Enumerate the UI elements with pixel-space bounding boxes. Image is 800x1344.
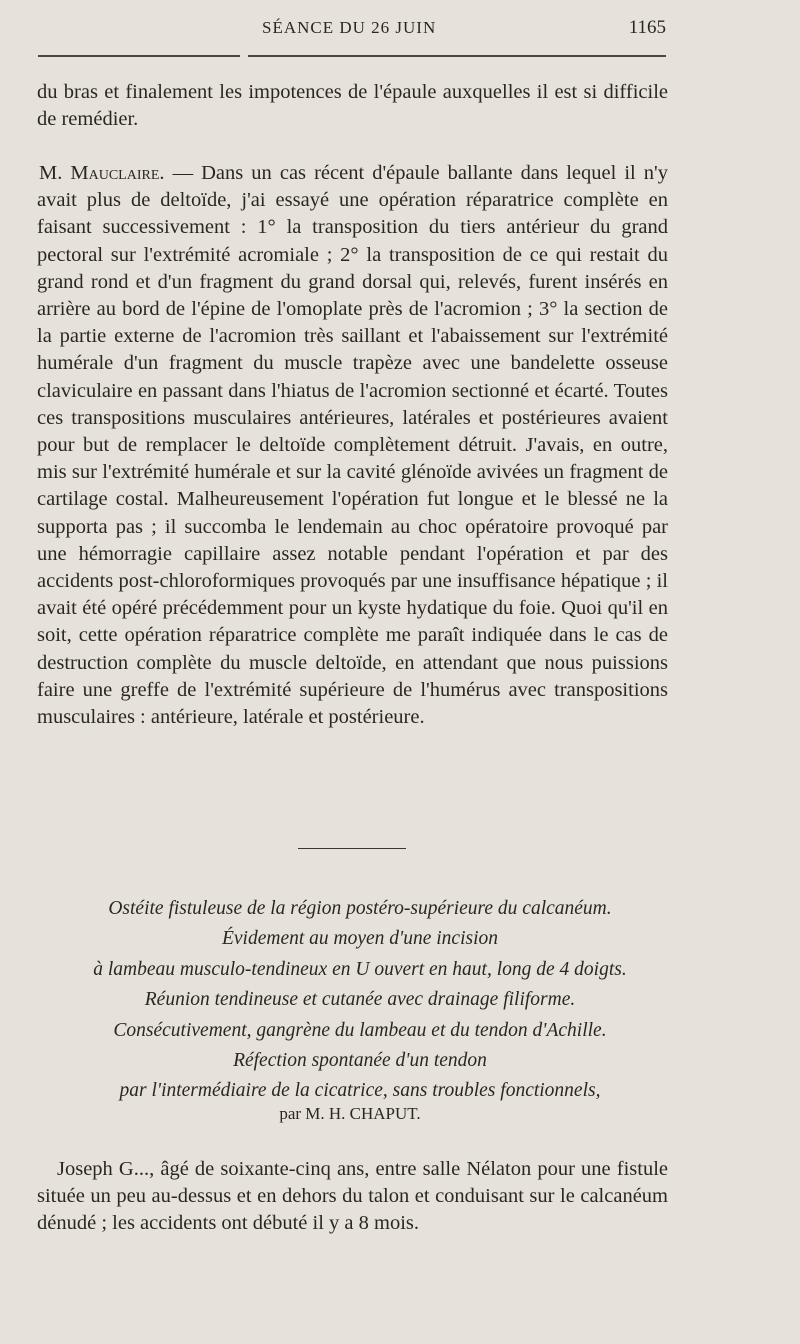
header-rule: [38, 55, 240, 57]
running-head: [0, 14, 800, 44]
section-separator: [298, 848, 406, 849]
title-line: à lambeau musculo-tendineux en U ouvert en haut, long de 4 doigts.: [93, 958, 627, 980]
running-title: SÉANCE DU 26 JUIN: [262, 18, 437, 37]
title-line: Ostéite fistuleuse de la région postéro-supérieure du calcanéum.: [108, 898, 612, 919]
article-title: [20, 894, 700, 1107]
paragraph-mauclaire: [37, 160, 668, 731]
title-line: par l'intermédiaire de la cicatrice, sans troubles fonctionnels,: [119, 1080, 601, 1102]
paragraph-case: Joseph G..., âgé de soixante-cinq ans, entre salle Nélaton pour une fistule située un peu au-dessus et en dehors du talon et conduisant sur le calcanéum dénudé ; les accidents ont débuté il y a 8 mois.: [37, 1158, 668, 1235]
title-line: Réunion tendineuse et cutanée avec drainage filiforme.: [144, 989, 576, 1011]
paragraph-continuation: du bras et finalement les impotences de l'épaule auxquelles il est si difficile de remédier.: [37, 81, 668, 131]
header-rule: [248, 55, 666, 57]
author-byline: par M. H. CHAPUT.: [279, 1104, 421, 1123]
page-number: 1165: [628, 17, 666, 38]
title-line: Consécutivement, gangrène du lambeau et du tendon d'Achille.: [113, 1019, 607, 1041]
speaker-name: M. Mauclaire.: [39, 162, 165, 184]
paragraph-text: — Dans un cas récent d'épaule ballante dans lequel il n'y avait plus de deltoïde, j'ai essayé une opération réparatrice complète en faisant successivement : 1° la transposition du tiers antérieur du grand pectoral sur l'extrémité acromiale ; 2° la transposition de ce qui restait du grand rond et d'un fragment du grand dorsal qui, relevés, furent insérés en arrière au bord de l'épine de l'omoplate près de l'acromion ; 3° la section de la partie externe de l'acromion très saillant et l'abaissement sur l'extrémité humérale d'un fragment du muscle trapèze avec une bandelette osseuse claviculaire en passant dans l'hiatus de l'acromion sectionné et écarté. Toutes ces transpositions musculaires antérieures, latérales et postérieures avaient pour but de remplacer le deltoïde complètement détruit. J'avais, en outre, mis sur l'extrémité humérale et sur la cavité glénoïde avivées un fragment de cartilage costal. Malheureusement l'opération fut longue et le blessé ne la supporta pas ; il succomba le lendemain au choc opératoire provoqué par une hémorragie capillaire assez notable pendant l'opération et par des accidents post-chloroformiques provoqués par une insuffisance hépatique ; il avait été opéré précédemment pour un kyste hydatique du foie. Quoi qu'il en soit, cette opération réparatrice complète me paraît indiquée dans le cas de destruction complète du muscle deltoïde, en attendant que nous puissions faire une greffe de l'extrémité supérieure de l'humérus avec transpositions musculaires : antérieure, latérale et postérieure.: [37, 162, 668, 729]
title-line: Réfection spontanée d'un tendon: [233, 1050, 487, 1072]
title-line: Évidement au moyen d'une incision: [221, 928, 498, 950]
